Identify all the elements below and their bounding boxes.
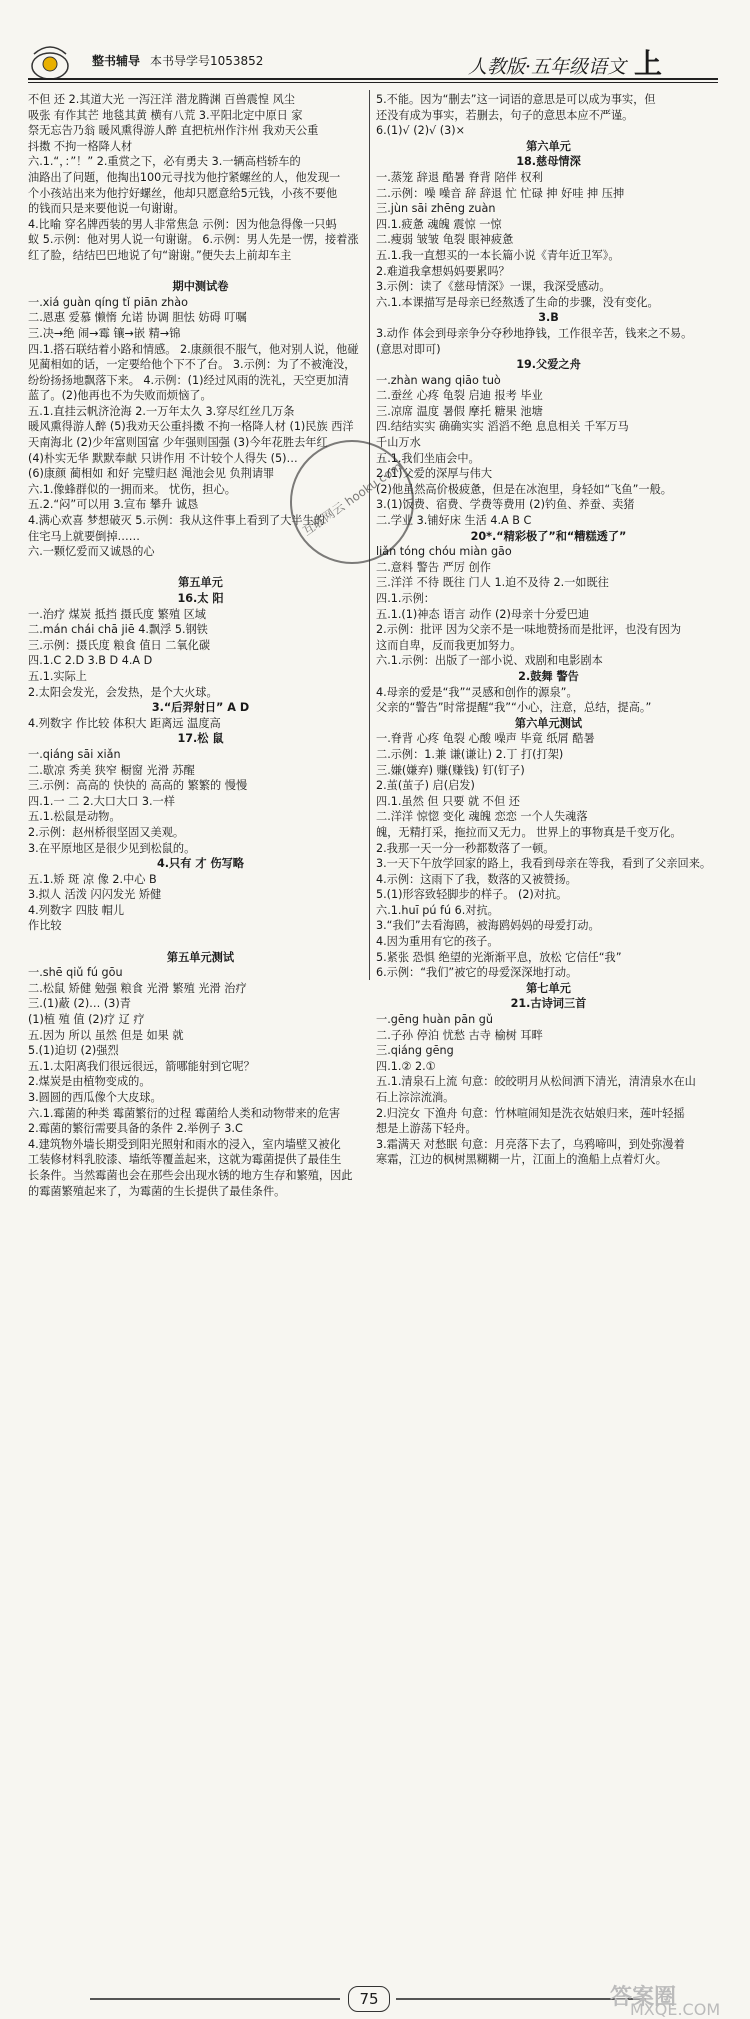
answer-line: 一.xiá guàn qíng tǐ piān zhào [28, 295, 188, 309]
answer-line: 六.1.本课描写是母亲已经熬透了生命的步骤，没有变化。 [376, 295, 659, 309]
answer-line: 六.1.霉菌的种类 霉菌繁衍的过程 霉菌给人类和动物带来的危害 [28, 1106, 341, 1120]
answer-line: 4.建筑物外墙长期受到阳光照射和雨水的浸入，室内墙壁又被化 [28, 1137, 341, 1151]
footer-rule-right [396, 1998, 646, 2000]
answer-line: 四.1.② 2.① [376, 1059, 436, 1073]
answer-line: 四.1.示例： [376, 592, 435, 605]
section-heading: 16.太 阳 [177, 592, 224, 605]
section-heading: 4.只有 才 伤写略 [157, 857, 244, 871]
answer-line: 的霉菌繁殖起来了，为霉菌的生长提供了最佳条件。 [28, 1184, 286, 1198]
answer-line: 2.归浣女 下渔舟 句意：竹林喧闹知是洗衣姑娘归来，莲叶轻摇 [376, 1106, 685, 1120]
answer-line: 想是上游荡下轻舟。 [376, 1122, 477, 1136]
stamp-text: 互联网云 hooku.com [300, 459, 405, 539]
answer-line: 4.示例：这雨下了我，数落的又被赞扬。 [376, 872, 577, 886]
answer-line: 4.列数字 四肢 帽儿 [28, 903, 125, 917]
answer-line: 五.因为 所以 虽然 但是 如果 就 [28, 1028, 184, 1042]
answer-line: 二.洋洋 惊惚 变化 魂魄 恋恋 一个人失魂落 [376, 810, 588, 824]
answer-line: 2.我那一天一分一秒都数落了一顿。 [376, 841, 555, 855]
answer-line: 2.(1)父爱的深厚与伟大 [376, 467, 493, 481]
answer-line: 2.煤炭是由植物变成的。 [28, 1075, 151, 1089]
answer-line: 祭无忘告乃翁 暖风熏得游人醉 直把杭州作汴州 我劝天公重 [28, 124, 319, 138]
answer-line: 一.zhàn wang qiāo tuò [376, 373, 501, 387]
answer-line: 二.mán chái chā jiē 4.飘浮 5.钢铁 [28, 623, 208, 637]
answer-line: 2.太阳会发光，会发热，是个大火球。 [28, 685, 218, 699]
answer-line: 作比较 [28, 919, 62, 933]
answer-line: 天南海北 (2)少年富则国富 少年强则国强 (3)今年花胜去年红 [28, 436, 328, 450]
answer-line: 3.“我们”去看海鸥，被海鸥妈妈的母爱打动。 [376, 919, 600, 933]
answer-line: 5.不能。因为“删去”这一词语的意思是可以成为事实，但 [376, 93, 656, 106]
answer-line: 五.1.太阳离我们很远很远，箭哪能射到它呢？ [28, 1059, 255, 1073]
answer-line: 吸张 有作其芒 地毯其黄 横有八荒 3.平阳北定中原日 家 [28, 108, 303, 122]
answer-line: 二.蚕丝 心疼 龟裂 启迪 报考 毕业 [376, 389, 543, 403]
answer-line: 纷纷扬扬地飘落下来。 4.示例：(1)经过风雨的洗礼，天空更加清 [28, 373, 349, 387]
section-heading: 2.鼓舞 警告 [518, 669, 579, 683]
answer-line: 蓝了。(2)他再也不为失败而烦恼了。 [28, 389, 212, 403]
answer-line: 3.一天下午放学回家的路上，我看到母亲在等我，看到了父亲回来。 [376, 857, 712, 871]
answer-line: 四.结结实实 确确实实 滔滔不绝 息息相关 千军万马 [376, 420, 629, 434]
answer-line [28, 934, 373, 950]
answer-line: 二.意料 警告 严厉 创作 [376, 560, 491, 574]
watermark-stamp [290, 440, 414, 564]
header-rule [28, 78, 718, 80]
answer-line: 二.瘦弱 皱皱 龟裂 眼神疲惫 [376, 233, 514, 247]
answer-line: (1)植 殖 值 (2)疗 辽 疗 [28, 1013, 145, 1027]
answer-line: 2.难道我拿想妈妈要累吗？ [376, 264, 510, 278]
answer-line: 一.gēng huàn pān gǔ [376, 1013, 493, 1027]
answer-line: 五.1.松鼠是动物。 [28, 810, 121, 824]
answer-line: 二.歇凉 秀美 狭窄 橱窗 光滑 苏醒 [28, 763, 195, 777]
answer-line: 这而自卑，反而我更加努力。 [376, 638, 522, 652]
answer-line: 6.(1)√ (2)√ (3)× [376, 124, 465, 138]
answer-line: 三.示例：高高的 快快的 高高的 繁繁的 慢慢 [28, 779, 248, 793]
answer-line: 5.(1)迫切 (2)强烈 [28, 1044, 119, 1058]
answer-line: 5.紧张 恐惧 绝望的光渐渐平息，放松 它信任“我” [376, 950, 622, 964]
answer-line: 4.母亲的爱是“我”“灵感和创作的源泉”。 [376, 685, 578, 699]
answer-line: 六.1.示例：出版了一部小说、戏剧和电影剧本 [376, 654, 603, 668]
volume-label: 上 [634, 47, 663, 80]
answer-line: 3.(1)饭费、宿费、学费等费用 (2)钓鱼、养蚕、卖猪 [376, 498, 635, 512]
answer-line: 还没有成为事实，若删去，句子的意思本应不严谨。 [376, 108, 634, 122]
answer-line: 三.凉席 温度 暑假 摩托 糖果 池塘 [376, 404, 543, 418]
book-logo-icon [28, 42, 72, 82]
section-heading: 18.慈母情深 [516, 155, 581, 169]
answer-line: 五.1.我一直想买的一本长篇小说《青年近卫军》。 [376, 248, 620, 262]
answer-line: 二.示例：1.兼 谦(谦让) 2.丁 打(打架) [376, 747, 564, 761]
answer-line: 个小孩站出来为他拧好螺丝，他却只愿意给5元钱，小孩不要他 [28, 186, 338, 200]
answer-line: (意思对即可) [376, 342, 441, 356]
section-heading: 19.父爱之舟 [516, 358, 581, 372]
answer-line: 2.示例：赵州桥很坚固又美观。 [28, 825, 185, 839]
answer-line: 住宅马上就要倒掉…… [28, 529, 140, 543]
answer-line: 二.恩惠 爱慕 懒惰 允诺 协调 胆怯 妨碍 叮嘱 [28, 311, 247, 325]
section-heading: 21.古诗词三首 [510, 997, 587, 1011]
answer-line: 一.qiáng sāi xiǎn [28, 747, 121, 761]
answer-line: 魄，无精打采，拖拉而又无力。 世界上的事物真是千变万化。 [376, 825, 682, 839]
answer-line [28, 560, 373, 576]
answer-line: 寒霜，江边的枫树黑糊糊一片，江面上的渔船上点着灯火。 [376, 1153, 667, 1167]
answer-line: 千山万水 [376, 436, 421, 450]
answer-line: 五.1.(1)神态 语言 动作 (2)母亲十分爱巴迪 [376, 607, 590, 621]
answer-line: 3.圆圆的西瓜像个大皮球。 [28, 1091, 162, 1104]
section-heading: 17.松 鼠 [177, 732, 224, 746]
answer-line: 2.示例：批评 因为父亲不是一味地赞扬而是批评，也没有因为 [376, 623, 682, 637]
answer-line: (4)朴实无华 默默奉献 只讲作用 不计较个人得失 (5)… [28, 451, 298, 465]
answer-line: 的钱而只是来要他说一句谢谢。 [28, 202, 185, 216]
answer-line: 一.蒸笼 辞退 酷暑 脊背 陪伴 权利 [376, 170, 543, 184]
section-heading: 第六单元 [526, 139, 571, 153]
answer-line: 五.1.我们坐庙会中。 [376, 451, 480, 465]
section-heading: 第五单元 [178, 576, 223, 590]
answer-line: 六.1.像蜂群似的一拥而来。 忧伤，担心。 [28, 482, 236, 496]
section-heading: 第六单元测试 [514, 716, 583, 730]
header-rule-thin [28, 82, 718, 83]
answer-line: 五.1.清泉石上流 句意：皎皎明月从松间洒下清光，清清泉水在山 [376, 1075, 696, 1089]
answer-line: 三.洋洋 不待 既往 门人 1.迫不及待 2.一如既往 [376, 576, 609, 590]
answer-line: 红了脸，结结巴巴地说了句“谢谢。”便失去上前却车主 [28, 248, 292, 262]
left-column [28, 92, 373, 1199]
answer-line: 六.1.huī pú fú 6.对抗。 [376, 903, 499, 917]
answer-line: 不但 还 2.其道大光 一泻汪洋 潜龙腾渊 百兽震惶 风尘 [28, 93, 295, 106]
answer-line: 四.1.疲惫 魂魄 震惊 一惊 [376, 217, 502, 231]
site-watermark-url: MXQE.COM [630, 2000, 721, 2019]
answer-line: 六.1.“，：”！” 2.重赏之下，必有勇夫 3.一辆高档轿车的 [28, 155, 301, 169]
answer-line: 一.shē qiǔ fú gōu [28, 966, 123, 980]
answer-line: 三.(1)蔽 (2)… (3)青 [28, 997, 131, 1011]
answer-line: 三.决→绝 闹→霉 镶→嵌 精→锦 [28, 326, 181, 340]
answer-line: 五.1.直挂云帆济沧海 2.一万年太久 3.穿尽红丝几万条 [28, 404, 295, 418]
answer-line: 四.1.一 二 2.大口大口 3.一样 [28, 794, 175, 808]
answer-line: 四.1.虽然 但 只要 就 不但 还 [376, 794, 520, 808]
section-heading: 期中测试卷 [172, 280, 229, 294]
answer-line: 五.1.实际上 [28, 669, 87, 683]
answer-line: 工装修材料乳胶漆、墙纸等覆盖起来，这就为霉菌提供了最佳生 [28, 1153, 342, 1167]
answer-line: 3.霜满天 对愁眠 句意：月亮落下去了，乌鸦啼叫，到处弥漫着 [376, 1137, 685, 1151]
answer-line: 三.jùn sāi zhēng zuàn [376, 202, 496, 216]
answer-line: 长条件。当然霉菌也会在那些会出现水锈的地方生存和繁殖，因此 [28, 1168, 353, 1182]
answer-line: 6.示例：“我们”被它的母爱深深地打动。 [376, 966, 578, 980]
answer-line: 一.脊背 心疼 龟裂 心酸 噪声 毕竟 纸屑 酷暑 [376, 732, 595, 746]
answer-line: 父亲的“警告”时常提醒“我”“小心，注意，总结，提高。” [376, 701, 652, 715]
answer-line: 暖风熏得游人醉 (5)我劝天公重抖擞 不拘一格降人材 (1)民族 西洋 [28, 420, 354, 434]
answer-line: 一.治疗 煤炭 抵挡 摄氏度 繁殖 区域 [28, 607, 206, 621]
answer-line: 六.一颗忆爱而又诚恳的心 [28, 545, 155, 559]
section-heading: 第五单元测试 [166, 950, 235, 964]
answer-line: 三.示例：摄氏度 粮食 值日 二氧化碳 [28, 638, 211, 652]
answer-line: 4.比喻 穿名牌西装的男人非常焦急 示例：因为他急得像一只蚂 [28, 217, 337, 231]
answer-line: 二.示例：噪 噪音 辞 辞退 忙 忙碌 抻 好哇 抻 压抻 [376, 186, 625, 200]
answer-line: 5.(1)形容致轻脚步的样子。 (2)对抗。 [376, 888, 568, 902]
answer-line: 四.1.C 2.D 3.B D 4.A D [28, 654, 153, 668]
section-heading: 3.“后羿射日” A D [151, 701, 250, 715]
answer-line: 石上淙淙流淌。 [376, 1091, 455, 1104]
answer-line: 三.嫌(嫌弃) 赚(赚钱) 钉(钉子) [376, 763, 525, 777]
answer-line: 4.列数字 作比较 体积大 距离远 温度高 [28, 716, 221, 730]
answer-line: 3.在平原地区是很少见到松鼠的。 [28, 841, 196, 855]
answer-line: 2.霉菌的繁衍需要具备的条件 2.举例子 3.C [28, 1122, 243, 1136]
section-heading: 第七单元 [526, 981, 571, 995]
section-heading: 3.B [538, 311, 559, 325]
answer-line: 3.示例：读了《慈母情深》一课，我深受感动。 [376, 280, 611, 294]
answer-line: (2)他虽然高价极疲惫，但是在冰泡里，身轻如“飞鱼”一般。 [376, 482, 672, 496]
answer-line: 三.qiáng gēng [376, 1044, 454, 1058]
answer-line: 五.2.“闷”可以用 3.宣布 攀升 诚恳 [28, 498, 199, 512]
answer-line: 二.松鼠 矫健 勉强 粮食 光滑 繁殖 光滑 治疗 [28, 981, 247, 995]
answer-line: 4.因为重用有它的孩子。 [376, 935, 499, 949]
page-number: 75 [348, 1986, 390, 2012]
footer-rule-left [90, 1998, 340, 2000]
answer-line: 蚁 5.示例：他对男人说一句谢谢。 6.示例：男人先是一愣，接着涨 [28, 233, 359, 247]
series-name: 整书辅导 [92, 54, 141, 68]
answer-line: 油路出了问题，他掏出100元寻找为他拧紧螺丝的人，他发现一 [28, 170, 341, 184]
edition-label: 人教版·五年级语文 [468, 56, 627, 78]
edition-title [468, 42, 662, 82]
answer-line: liǎn tóng chóu miàn gāo [376, 545, 512, 559]
answer-line: (6)康颜 蔺相如 和好 完璧归赵 渑池会见 负荆请罪 [28, 467, 275, 481]
answer-line: 4.满心欢喜 梦想破灭 5.示例：我从这件事上看到了大半生的 [28, 514, 325, 528]
guide-number: 本书导学号1053852 [150, 54, 264, 68]
answer-line: 四.1.搭石联结着小路和情感。 2.康颜很不服气，他对别人说，他碰 [28, 342, 359, 356]
section-heading: 20*.“精彩极了”和“糟糕透了” [470, 529, 627, 543]
answer-line: 五.1.矫 斑 凉 像 2.中心 B [28, 872, 157, 886]
answer-line: 3.拟人 活泼 闪闪发光 矫健 [28, 888, 162, 902]
answer-line: 见蔺相如的话，一定要给他个下不了台。 3.示例：为了不被淹没， [28, 358, 356, 372]
page-header [0, 0, 750, 82]
answer-line: 二.子孙 停泊 忧愁 古寺 榆树 耳畔 [376, 1028, 543, 1042]
site-watermark: 答案圈 [610, 1985, 677, 2010]
answer-line: 抖擞 不拘一格降人材 [28, 139, 133, 153]
answer-line: 3.动作 体会到母亲争分夺秒地挣钱，工作很辛苦，钱来之不易。 [376, 326, 693, 340]
answer-line: 二.学业 3.铺好床 生活 4.A B C [376, 514, 532, 528]
answer-line [28, 264, 373, 280]
answer-line: 2.茧(茧子) 启(启发) [376, 779, 475, 793]
